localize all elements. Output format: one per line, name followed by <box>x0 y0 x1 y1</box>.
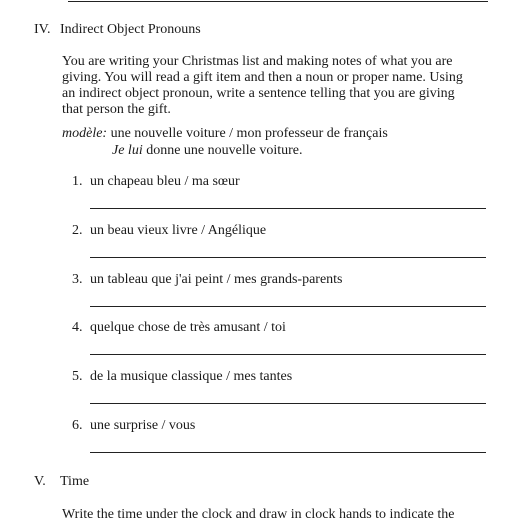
exercise-item-2 <box>72 223 266 239</box>
model-answer <box>112 143 303 159</box>
model-answer-rest: donne une nouvelle voiture. <box>142 143 303 158</box>
item-number: 4. <box>72 320 83 335</box>
item-number: 6. <box>72 418 83 433</box>
section-heading-v <box>34 474 89 490</box>
exercise-item-5 <box>72 369 292 385</box>
item-prompt: un tableau que j'ai peint / mes grands-parents <box>90 272 343 287</box>
item-prompt: un chapeau bleu / ma sœur <box>90 174 240 189</box>
answer-line-5[interactable] <box>90 403 486 404</box>
item-prompt: de la musique classique / mes tantes <box>90 369 293 384</box>
section-heading-iv <box>34 22 201 38</box>
top-answer-line <box>68 1 488 2</box>
answer-line-2[interactable] <box>90 257 486 258</box>
item-prompt: une surprise / vous <box>90 418 196 433</box>
section-number: IV. <box>34 22 51 37</box>
exercise-item-4 <box>72 320 286 336</box>
answer-line-1[interactable] <box>90 208 486 209</box>
model-example <box>62 126 388 142</box>
answer-line-6[interactable] <box>90 452 486 453</box>
exercise-item-3 <box>72 272 343 288</box>
section-number: V. <box>34 474 46 489</box>
model-label: modèle: <box>62 126 108 141</box>
instructions-line: that person the gift. <box>62 102 171 117</box>
exercise-item-6 <box>72 418 195 434</box>
model-prompt: une nouvelle voiture / mon professeur de français <box>107 126 388 141</box>
item-number: 1. <box>72 174 83 189</box>
item-number: 5. <box>72 369 83 384</box>
item-prompt: quelque chose de très amusant / toi <box>90 320 286 335</box>
section-title: Indirect Object Pronouns <box>60 22 201 37</box>
item-prompt: un beau vieux livre / Angélique <box>90 223 267 238</box>
answer-line-3[interactable] <box>90 306 486 307</box>
exercise-item-1 <box>72 174 240 190</box>
item-number: 3. <box>72 272 83 287</box>
item-number: 2. <box>72 223 83 238</box>
instructions-line: You are writing your Christmas list and making notes of what you are <box>62 54 453 69</box>
instructions-line: an indirect object pronoun, write a sentence telling that you are giving <box>62 86 455 101</box>
model-answer-pronoun: Je lui <box>112 143 143 158</box>
section-title: Time <box>60 474 90 489</box>
instructions-line: giving. You will read a gift item and then a noun or proper name. Using <box>62 70 463 85</box>
instructions-paragraph <box>62 54 492 118</box>
answer-line-4[interactable] <box>90 354 486 355</box>
instructions-line: Write the time under the clock and draw in clock hands to indicate the <box>62 507 455 522</box>
